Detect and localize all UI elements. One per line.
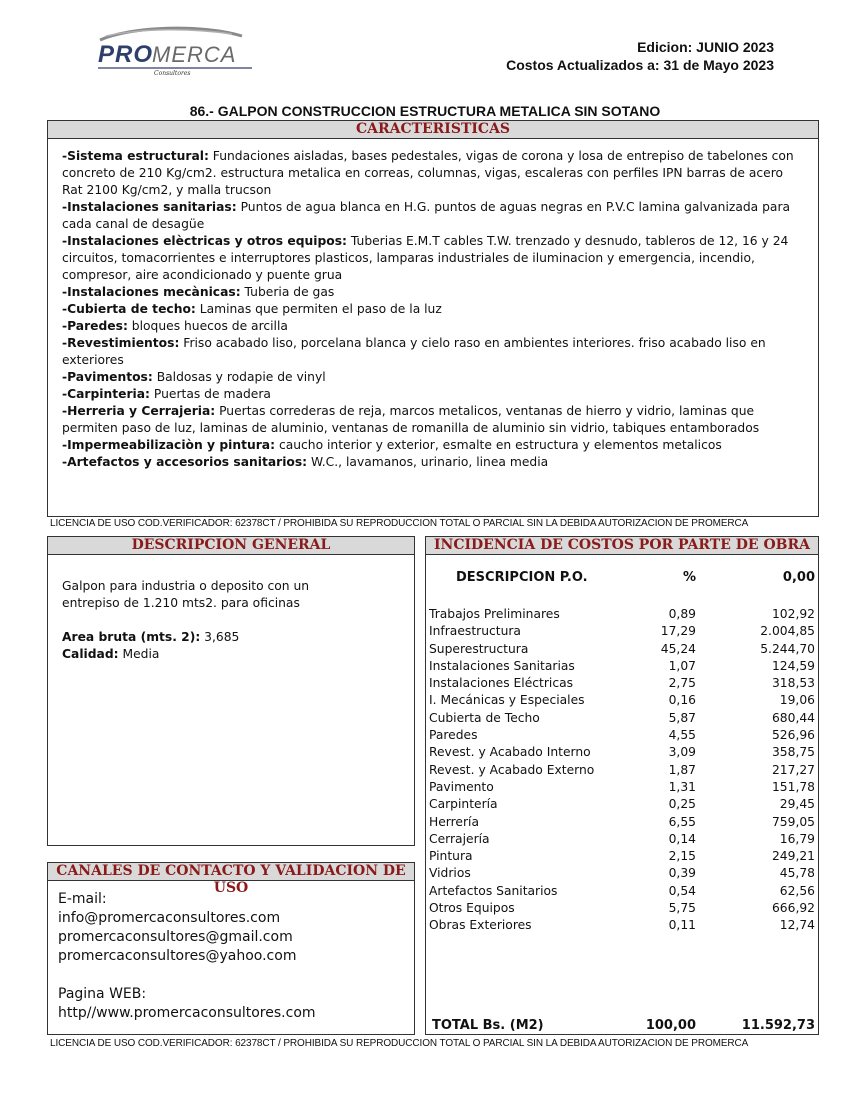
table-row [426,692,818,709]
row-name: Instalaciones Eléctricas [429,676,574,691]
caracteristica-item [62,233,806,284]
contact-web-label: Pagina WEB: [58,986,147,1002]
contact-spacer [58,966,404,985]
row-percent: 3,09 [668,745,696,760]
row-name: Instalaciones Sanitarias [429,658,575,673]
svg-text:Consultores: Consultores [154,70,191,77]
caracteristica-label: -Cubierta de techo: [62,302,196,316]
row-name: Revest. y Acabado Externo [429,762,595,777]
contact-email-yahoo[interactable]: promercaconsultores@yahoo.com [58,948,297,964]
caracteristica-item [62,403,806,437]
incidencia-heading: INCIDENCIA DE COSTOS POR PARTE DE OBRA [426,537,818,555]
row-value: 124,59 [771,658,815,673]
table-row [426,848,818,865]
updated-label: Costos Actualizados a: 31 de Mayo 2023 [506,57,774,73]
table-row [426,779,818,796]
row-name: Superestructura [429,641,529,656]
caracteristica-text: caucho interior y exterior, esmalte en estructura y elementos metalicos [275,438,722,452]
document-title: 86.- GALPON CONSTRUCCION ESTRUCTURA METALICA SIN SOTANO [189,103,661,119]
caracteristica-text: W.C., lavamanos, urinario, linea media [307,455,549,469]
caracteristica-item [62,454,806,471]
table-row [426,744,818,761]
row-value: 102,92 [771,607,815,621]
svg-text:PRO: PRO [98,41,154,68]
row-percent: 0,11 [668,918,696,933]
caracteristicas-heading: CARACTERISTICAS [48,121,818,139]
incidencia-rows [426,606,818,935]
row-value: 5.244,70 [760,641,815,656]
row-value: 16,79 [779,831,815,846]
row-percent: 17,29 [660,624,696,639]
contact-line: E-mail: [58,891,107,907]
row-name: Paredes [429,728,478,743]
row-value: 12,74 [779,918,815,933]
caracteristica-label: -Pavimentos: [62,370,153,384]
row-percent: 0,39 [668,866,696,881]
row-value: 217,27 [771,762,815,777]
row-value: 249,21 [771,849,815,864]
area-label: Area bruta (mts. 2): [62,630,201,644]
row-percent: 0,89 [668,607,696,621]
table-row [426,762,818,779]
caracteristica-text: Puertas correderas de reja, marcos metalicos, ventanas de hierro y vidrio, laminas que permiten paso de luz, laminas de aluminio, ventanas de romanilla de aluminio sin vidrio, tabiques entamborados [62,404,760,435]
row-name: I. Mecánicas y Especiales [429,693,585,708]
table-row [426,623,818,640]
row-name: Cubierta de Techo [429,710,540,725]
row-name: Infraestructura [429,624,521,639]
caracteristica-item [62,318,806,335]
row-percent: 5,75 [668,901,696,916]
row-name: Vidrios [429,866,471,881]
caracteristica-label: -Instalaciones elèctricas y otros equipos: [62,234,347,248]
contacto-panel [47,862,415,1035]
caracteristica-label: -Carpinteria: [62,387,150,401]
row-percent: 1,31 [668,779,696,794]
calidad-value: Media [118,647,160,661]
table-row [426,900,818,917]
row-percent: 2,15 [668,849,696,864]
caracteristica-text: Fundaciones aisladas, bases pedestales, vigas de corona y losa de entrepiso de tabelones con concreto de 210 Kg/cm2. estructura metalica en correas, columnas, vigas, escaleras con perfiles IPN barras de acero Rat 2100 Kg/cm2, y malla trucson [62,149,794,197]
contact-email-info[interactable]: info@promercaconsultores.com [58,910,281,926]
caracteristica-text: Puntos de agua blanca en H.G. puntos de aguas negras en P.V.C lamina galvanizada para cada canal de desagüe [62,200,791,231]
license-notice-bottom: LICENCIA DE USO COD.VERIFICADOR: 62378CT / PROHIBIDA SU REPRODUCCION TOTAL O PARCIAL SIN LA DEBIDA AUTORIZACION DE PROMERCA [50,1038,749,1049]
row-name: Trabajos Preliminares [429,607,560,621]
row-name: Otros Equipos [429,901,515,916]
edition-label: Edicion: JUNIO 2023 [637,39,774,55]
row-name: Pavimento [429,779,494,794]
caracteristica-item [62,369,806,386]
row-value: 759,05 [771,814,815,829]
area-value: 3,685 [200,630,240,644]
descripcion-text: Galpon para industria o deposito con un entrepiso de 1.210 mts2. para oficinas [62,579,310,610]
table-row [426,710,818,727]
row-value: 526,96 [771,728,815,743]
total-row [426,1017,818,1034]
caracteristica-label: -Sistema estructural: [62,149,209,163]
table-row [426,727,818,744]
row-percent: 0,16 [668,693,696,708]
contact-web-link[interactable]: http//www.promercaconsultores.com [58,1005,316,1021]
calidad-label: Calidad: [62,647,119,661]
caracteristica-item [62,386,806,403]
row-name: Artefactos Sanitarios [429,883,558,898]
row-value: 151,78 [771,779,815,794]
incidencia-panel [425,536,819,1035]
row-value: 29,45 [779,797,815,812]
row-name: Revest. y Acabado Interno [429,745,591,760]
row-name: Carpintería [429,797,498,812]
caracteristica-label: -Artefactos y accesorios sanitarios: [62,455,308,469]
row-percent: 1,07 [668,658,696,673]
caracteristica-text: Baldosas y rodapie de vinyl [152,370,326,384]
caracteristica-label: -Instalaciones mecànicas: [62,285,241,299]
caracteristica-label: -Instalaciones sanitarias: [62,200,237,214]
table-row [426,883,818,900]
caracteristica-item [62,199,806,233]
total-label: TOTAL Bs. (M2) [432,1018,544,1033]
caracteristica-label: -Paredes: [62,319,128,333]
row-percent: 2,75 [668,676,696,691]
svg-text:MERCA: MERCA [152,42,237,67]
total-value: 11.592,73 [741,1018,815,1033]
caracteristicas-panel [47,120,819,517]
caracteristica-item [62,301,806,318]
row-name: Obras Exteriores [429,918,532,933]
col-percent: % [682,570,696,585]
caracteristica-text: Friso acabado liso, porcelana blanca y cielo raso en ambientes interiores. friso acabado liso en exteriores [62,336,766,367]
row-percent: 5,87 [668,710,696,725]
caracteristica-item [62,335,806,369]
edition-info [506,38,774,74]
contact-email-gmail[interactable]: promercaconsultores@gmail.com [58,929,293,945]
row-percent: 0,25 [668,797,696,812]
row-name: Cerrajería [429,831,490,846]
row-percent: 0,14 [668,831,696,846]
caracteristica-text: Tuberia de gas [240,285,335,299]
descripcion-panel [47,536,415,846]
row-value: 2.004,85 [760,624,815,639]
caracteristica-text: bloques huecos de arcilla [127,319,288,333]
caracteristica-item [62,437,806,454]
row-value: 45,78 [779,866,815,881]
table-row [426,796,818,813]
caracteristicas-list [48,139,818,471]
caracteristica-label: -Herreria y Cerrajeria: [62,404,216,418]
caracteristica-item [62,148,806,199]
caracteristica-item [62,284,806,301]
contacto-heading: CANALES DE CONTACTO Y VALIDACION DE USO [48,863,414,881]
calidad [62,646,404,663]
area-bruta [62,629,404,646]
caracteristica-label: -Revestimientos: [62,336,180,350]
table-row [426,865,818,882]
promerca-logo [92,22,254,78]
caracteristica-text: Tuberias E.M.T cables T.W. trenzado y desnudo, tableros de 12, 16 y 24 circuitos, tomacorrientes e interruptores plasticos, lamparas industriales de iluminacion y emergencia, incendio, compresor, aire acondicionado y puente grua [62,234,789,282]
row-percent: 4,55 [668,728,696,743]
col-value: 0,00 [782,570,815,585]
table-row [426,814,818,831]
row-value: 318,53 [771,676,815,691]
caracteristica-text: Puertas de madera [149,387,271,401]
total-percent: 100,00 [645,1018,696,1033]
table-row [426,831,818,848]
caracteristica-label: -Impermeabilizaciòn y pintura: [62,438,276,452]
row-value: 62,56 [779,883,815,898]
row-percent: 0,54 [668,883,696,898]
row-percent: 1,87 [668,762,696,777]
row-value: 19,06 [779,693,815,708]
descripcion-heading: DESCRIPCION GENERAL [48,537,414,555]
table-row [426,658,818,675]
table-row [426,675,818,692]
row-value: 680,44 [771,710,815,725]
caracteristica-text: Laminas que permiten el paso de la luz [195,302,442,316]
row-percent: 6,55 [668,814,696,829]
col-descripcion: DESCRIPCION P.O. [456,570,588,585]
row-percent: 45,24 [660,641,696,656]
table-row [426,641,818,658]
row-value: 358,75 [771,745,815,760]
table-row [426,606,818,623]
license-notice-top: LICENCIA DE USO COD.VERIFICADOR: 62378CT / PROHIBIDA SU REPRODUCCION TOTAL O PARCIAL SIN LA DEBIDA AUTORIZACION DE PROMERCA [50,518,749,529]
row-name: Herrería [429,814,480,829]
table-row [426,917,818,934]
row-name: Pintura [429,849,473,864]
row-value: 666,92 [771,901,815,916]
